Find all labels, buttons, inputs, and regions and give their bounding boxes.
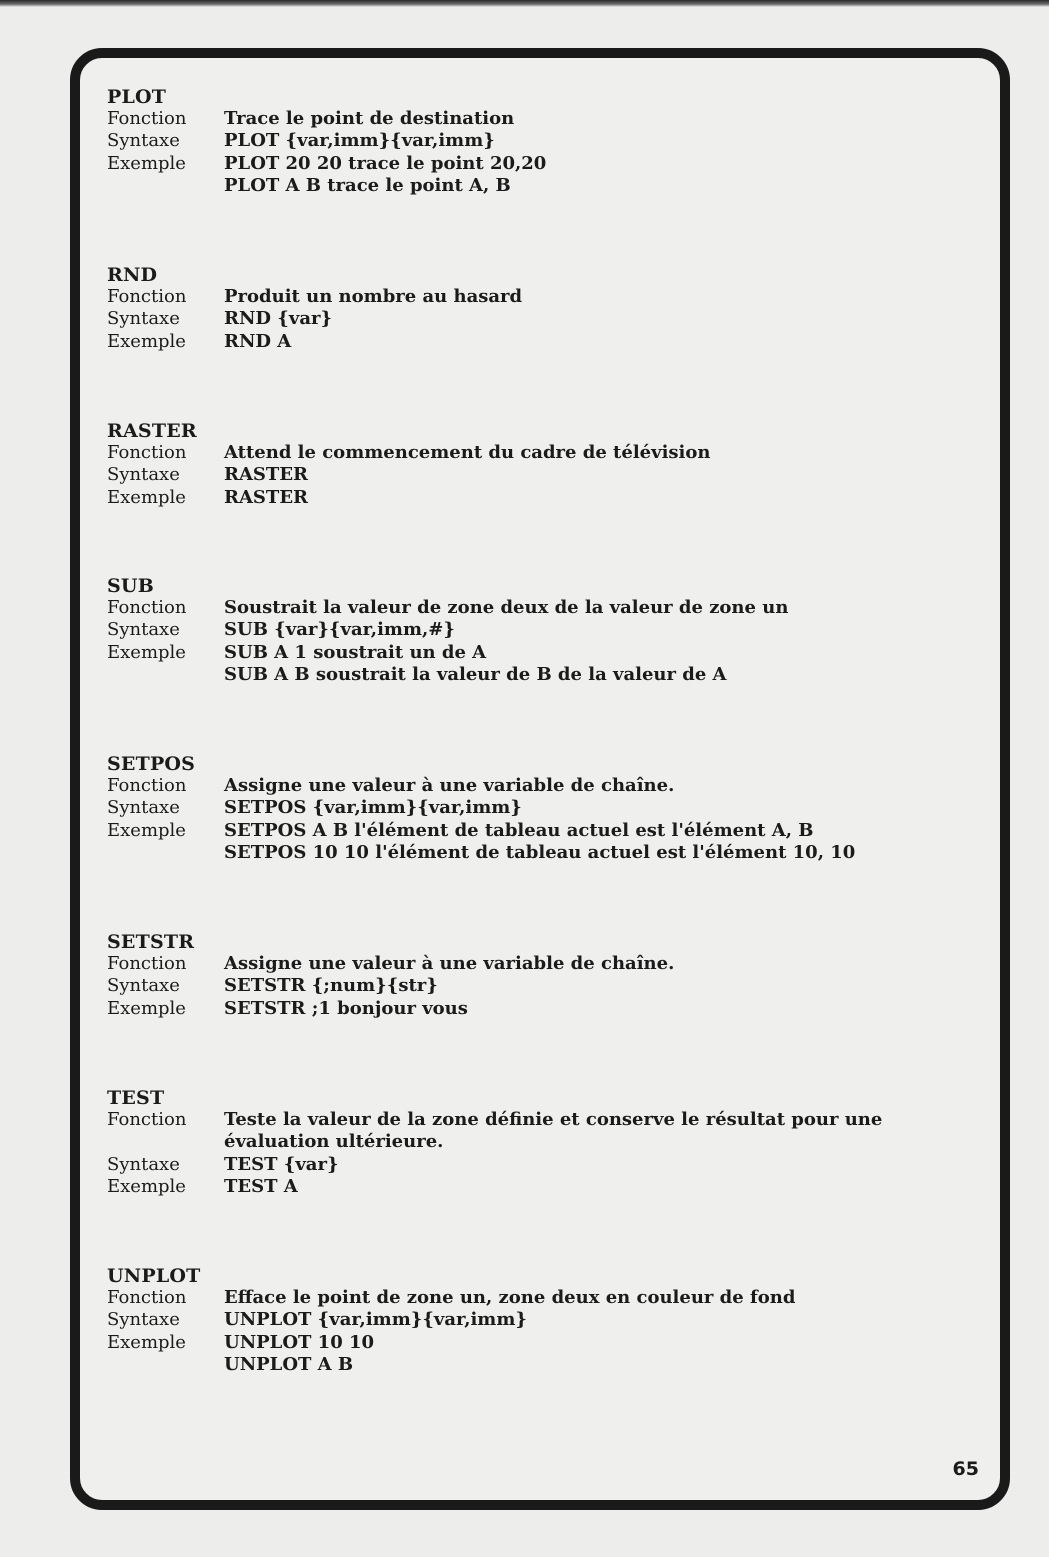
entry-row-exemple — [107, 998, 674, 1020]
value-line: SETSTR ;1 bonjour vous — [224, 997, 468, 1019]
row-value — [224, 619, 788, 641]
entry-row-fonction — [107, 286, 522, 308]
row-value — [224, 820, 855, 865]
row-value — [224, 975, 674, 997]
row-label: Syntaxe — [107, 308, 180, 330]
entry-setpos — [107, 753, 855, 865]
entry-row-syntaxe — [107, 619, 788, 641]
row-value — [224, 998, 674, 1020]
entry-row-fonction — [107, 1109, 882, 1154]
row-value — [224, 1309, 795, 1331]
entry-row-fonction — [107, 108, 546, 130]
entry-sub — [107, 575, 788, 687]
row-value — [224, 153, 546, 198]
entry-title: PLOT — [107, 86, 167, 108]
value-line: PLOT {var,imm}{var,imm} — [224, 130, 495, 152]
entry-row-syntaxe — [107, 797, 855, 819]
row-value — [224, 331, 522, 353]
row-value — [224, 797, 855, 819]
value-line: TEST A — [224, 1176, 298, 1198]
entry-row-syntaxe — [107, 1154, 882, 1176]
entry-raster — [107, 420, 710, 509]
row-value — [224, 442, 710, 464]
row-label: Exemple — [107, 152, 186, 174]
value-line: Soustrait la valeur de zone deux de la valeur de zone un — [224, 597, 789, 618]
entry-setstr — [107, 931, 674, 1020]
row-label: Fonction — [107, 286, 187, 307]
entry-title: SUB — [107, 575, 154, 597]
value-line: Attend le commencement du cadre de télévision — [224, 442, 711, 463]
entry-row-syntaxe — [107, 1309, 795, 1331]
row-label: Fonction — [107, 953, 187, 974]
row-label: Exemple — [107, 330, 186, 352]
entry-title: RASTER — [107, 420, 197, 442]
row-label: Syntaxe — [107, 797, 180, 819]
value-line: Efface le point de zone un, zone deux en couleur de fond — [224, 1287, 796, 1308]
entry-rnd — [107, 264, 522, 353]
row-label: Fonction — [107, 597, 187, 618]
row-value — [224, 308, 522, 330]
value-line: Teste la valeur de la zone définie et conserve le résultat pour une — [224, 1109, 883, 1130]
row-value — [224, 597, 788, 619]
page-number: 65 — [952, 1458, 979, 1480]
row-label: Syntaxe — [107, 130, 180, 152]
row-label: Fonction — [107, 442, 187, 463]
entry-row-exemple — [107, 153, 546, 198]
value-line: RND {var} — [224, 308, 333, 330]
row-label: Syntaxe — [107, 975, 180, 997]
row-value — [224, 108, 546, 130]
value-line: SETPOS A B l'élément de tableau actuel est l'élément A, B — [224, 819, 814, 841]
row-label: Fonction — [107, 1109, 187, 1130]
row-value — [224, 286, 522, 308]
entry-row-syntaxe — [107, 464, 710, 486]
entry-unplot — [107, 1265, 795, 1377]
entry-row-fonction — [107, 953, 674, 975]
value-line: UNPLOT A B — [224, 1354, 354, 1376]
value-line: SETPOS 10 10 l'élément de tableau actuel est l'élément 10, 10 — [224, 842, 856, 864]
entry-row-exemple — [107, 331, 522, 353]
value-line: RASTER — [224, 486, 308, 508]
entry-row-exemple — [107, 1176, 882, 1198]
value-line: évaluation ultérieure. — [224, 1131, 444, 1153]
value-line: SUB A B soustrait la valeur de B de la valeur de A — [224, 664, 727, 686]
entry-row-fonction — [107, 597, 788, 619]
entry-title: SETPOS — [107, 753, 196, 775]
row-value — [224, 1109, 882, 1154]
value-line: TEST {var} — [224, 1153, 339, 1175]
value-line: Trace le point de destination — [224, 108, 515, 129]
value-line: RND A — [224, 330, 292, 352]
value-line: UNPLOT {var,imm}{var,imm} — [224, 1309, 527, 1331]
entry-row-syntaxe — [107, 130, 546, 152]
row-label: Exemple — [107, 997, 186, 1019]
value-line: Assigne une valeur à une variable de chaîne. — [224, 953, 675, 974]
row-label: Syntaxe — [107, 1153, 180, 1175]
entry-test — [107, 1087, 882, 1199]
row-value — [224, 953, 674, 975]
value-line: SUB {var}{var,imm,#} — [224, 619, 455, 641]
entry-row-exemple — [107, 487, 710, 509]
row-value — [224, 775, 855, 797]
row-value — [224, 1154, 882, 1176]
row-value — [224, 487, 710, 509]
row-value — [224, 1332, 795, 1377]
row-label: Syntaxe — [107, 464, 180, 486]
row-label: Fonction — [107, 775, 187, 796]
row-label: Exemple — [107, 1176, 186, 1198]
scan-top-edge — [0, 0, 1049, 7]
row-label: Exemple — [107, 1331, 186, 1353]
entry-row-fonction — [107, 442, 710, 464]
row-value — [224, 642, 788, 687]
row-value — [224, 464, 710, 486]
row-value — [224, 1287, 795, 1309]
entry-row-exemple — [107, 820, 855, 865]
row-label: Syntaxe — [107, 1309, 180, 1331]
entry-row-fonction — [107, 775, 855, 797]
value-line: RASTER — [224, 464, 308, 486]
entry-title: UNPLOT — [107, 1265, 201, 1287]
entry-row-syntaxe — [107, 975, 674, 997]
entry-plot — [107, 86, 546, 198]
value-line: UNPLOT 10 10 — [224, 1331, 375, 1353]
row-value — [224, 1176, 882, 1198]
row-label: Exemple — [107, 486, 186, 508]
row-label: Exemple — [107, 641, 186, 663]
row-label: Syntaxe — [107, 619, 180, 641]
row-value — [224, 130, 546, 152]
value-line: PLOT A B trace le point A, B — [224, 175, 511, 197]
value-line: SETPOS {var,imm}{var,imm} — [224, 797, 522, 819]
entry-title: TEST — [107, 1087, 165, 1109]
entry-title: SETSTR — [107, 931, 195, 953]
value-line: SETSTR {;num}{str} — [224, 975, 438, 997]
value-line: PLOT 20 20 trace le point 20,20 — [224, 152, 547, 174]
entry-row-syntaxe — [107, 308, 522, 330]
entry-row-exemple — [107, 642, 788, 687]
entry-row-exemple — [107, 1332, 795, 1377]
row-label: Fonction — [107, 108, 187, 129]
value-line: Assigne une valeur à une variable de chaîne. — [224, 775, 675, 796]
entry-title: RND — [107, 264, 158, 286]
entry-row-fonction — [107, 1287, 795, 1309]
value-line: SUB A 1 soustrait un de A — [224, 641, 487, 663]
value-line: Produit un nombre au hasard — [224, 286, 523, 307]
row-label: Fonction — [107, 1287, 187, 1308]
row-label: Exemple — [107, 819, 186, 841]
